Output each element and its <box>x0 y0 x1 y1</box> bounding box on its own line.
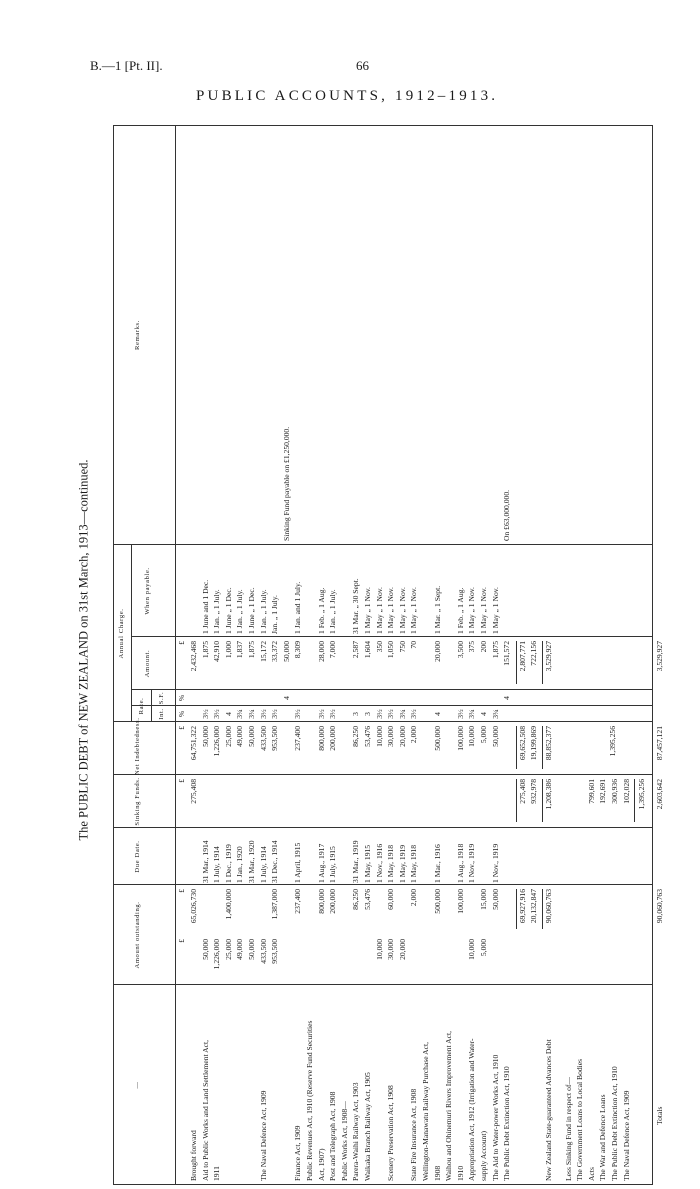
rate-rule <box>151 690 152 722</box>
table-cell-due: 1 July, 1914 <box>258 846 268 883</box>
table-cell-a2: 1,400,000 <box>223 889 233 920</box>
table-cell-wp: 1 May „ 1 Nov. <box>363 587 372 634</box>
table-cell-amt: 1,000 <box>223 641 233 659</box>
table-cell-wp: 1 June „ 1 Dec. <box>223 587 233 634</box>
table-cell-int: 4 <box>432 712 442 716</box>
annual-charge-rule <box>131 545 132 722</box>
table-cell-amt: 20,000 <box>432 641 442 662</box>
table-cell-net: 50,000 <box>200 726 210 747</box>
header-sinking-funds: Sinking Funds. <box>134 777 141 826</box>
unit-currency: £ <box>177 779 186 783</box>
column-rule-rem <box>113 544 653 545</box>
table-cell-due: 1 May, 1919 <box>397 844 407 883</box>
table-cell-a1: 10,000 <box>467 939 477 960</box>
table-cell-wp: 1 Jan. „ 1 July. <box>258 589 268 634</box>
guaranteed-sinking-funds: 1,208,386 <box>544 779 553 810</box>
table-top-rule <box>113 125 114 1185</box>
table-cell-desc: Waihou and Ohinemuri Rivers Improvement Act, <box>444 1031 454 1181</box>
less-sinking-item: Acts <box>586 1167 596 1181</box>
column-rule-due <box>113 884 653 885</box>
guaranteed-amount: 3,529,927 <box>544 641 553 672</box>
less-sinking-item: The Government Loans to Local Bodies <box>575 1058 585 1181</box>
table-cell-a2: 86,250 <box>351 889 361 910</box>
subtotal-net-indebtedness: 69,652,508 <box>517 726 527 761</box>
table-cell-desc: supply Account) <box>479 1131 488 1181</box>
table-cell-desc: Waikaka Branch Railway Act, 1905 <box>363 1072 372 1181</box>
less-sinking-item: The Naval Defence Act, 1909 <box>621 1090 631 1181</box>
table-cell-wp: 1 June and 1 Dec. <box>200 579 210 634</box>
table-cell-wp: 1 May „ 1 Nov. <box>409 587 419 634</box>
table-cell-desc: The Aid to Water-power Works Act, 1910 <box>490 1054 500 1181</box>
table-header-rule <box>175 125 176 1185</box>
table-cell-a1: 10,000 <box>374 939 384 960</box>
table-title: The PUBLIC DEBT of NEW ZEALAND on 31st March, 1913—continued. <box>76 459 91 841</box>
table-cell-wp: 31 Mar. „ 30 Sept. <box>351 578 361 634</box>
table-cell-desc: Appropriation Act, 1912 (Irrigation and Water- <box>467 1038 477 1181</box>
subtotal-rule-a2 <box>516 889 517 929</box>
page-number: 66 <box>356 58 369 73</box>
table-cell-a2: 60,000 <box>386 889 396 910</box>
guaranteed-rule-amt <box>542 641 543 684</box>
subtotal-amount: 722,156 <box>529 641 539 666</box>
unit-percent: % <box>177 694 186 702</box>
table-cell-amt: 1,050 <box>386 641 396 659</box>
table-cell-int: 4 <box>223 712 233 716</box>
header-remarks: Remarks. <box>134 320 141 350</box>
table-cell-due: 1 Aug., 1917 <box>316 843 326 883</box>
table-cell-net: 200,000 <box>328 726 338 751</box>
totals-rule-amt <box>652 641 653 684</box>
public-debt-table-rotated <box>113 125 664 1185</box>
table-cell-a1: 953,500 <box>270 939 280 964</box>
table-cell-a2: 200,000 <box>328 889 338 914</box>
table-cell-due: 1 May, 1915 <box>363 844 372 883</box>
table-cell-wp: 1 May „ 1 Nov. <box>397 587 407 634</box>
table-cell-desc: Act, 1907) <box>316 1148 326 1181</box>
table-cell-a1: 20,000 <box>397 939 407 960</box>
table-right-rule <box>113 125 653 126</box>
public-debt-table <box>113 125 664 1185</box>
table-cell-wp: 1 May „ 1 Nov. <box>386 587 396 634</box>
guaranteed-description: New Zealand State-guaranteed Advances Debt <box>544 1039 553 1181</box>
less-sinking-amount: 102,028 <box>621 779 631 804</box>
table-cell-int: 3½ <box>316 709 326 719</box>
less-sinking-item: The Public Debt Extinction Act, 1910 <box>610 1066 619 1181</box>
header-rate: Rate. <box>138 697 145 715</box>
table-cell-desc: Brought forward <box>189 1130 198 1181</box>
table-cell-wp: 1 Jan. „ 1 July. <box>212 589 222 634</box>
table-cell-sfr: 4 <box>281 696 291 700</box>
subtotal-amount: 2,807,771 <box>517 641 527 672</box>
table-cell-amt: 151,572 <box>502 641 512 666</box>
table-cell-int: 3 <box>351 712 361 716</box>
table-cell-amt: 2,432,468 <box>189 641 198 672</box>
table-cell-due: 1 Aug., 1918 <box>455 843 465 883</box>
table-cell-int: 3¾ <box>397 709 407 719</box>
table-cell-due: 1 Nov., 1916 <box>374 843 384 883</box>
subtotal-sinking-funds: 275,408 <box>517 779 527 804</box>
table-cell-int: 3¾ <box>235 709 245 719</box>
table-cell-wp: 1 May „ 1 Nov. <box>467 587 477 634</box>
table-cell-due: 1 Nov., 1919 <box>490 843 500 883</box>
page-title: PUBLIC ACCOUNTS, 1912–1913. <box>196 88 499 104</box>
totals-amount-outstanding: 90,060,763 <box>654 889 664 924</box>
less-sinking-amount: 799,601 <box>586 779 596 804</box>
subtotal-rule-sf <box>516 779 517 822</box>
table-cell-due: 31 Mar., 1920 <box>247 840 256 883</box>
table-cell-due: 1 May, 1918 <box>386 844 396 883</box>
table-cell-net: 64,751,322 <box>189 726 198 761</box>
header-net-indebtedness: Net Indebtedness. <box>134 717 141 775</box>
table-cell-int: 3 <box>363 712 372 716</box>
table-cell-wp: 1 Jan. „ 1 July. <box>235 589 245 634</box>
header-when-payable: When payable. <box>144 567 151 615</box>
table-cell-a2: 100,000 <box>455 889 465 914</box>
table-cell-wp: 1 May „ 1 Nov. <box>490 587 500 634</box>
column-rule-wp <box>131 636 653 637</box>
table-cell-net: 50,000 <box>247 726 256 747</box>
table-cell-a2: 65,026,730 <box>189 889 198 924</box>
table-cell-desc: The Public Debt Extinction Act, 1910 <box>502 1066 512 1181</box>
table-cell-desc: State Fire Insurance Act, 1908 <box>409 1088 419 1181</box>
table-cell-desc: 1910 <box>455 1165 465 1181</box>
table-cell-int: 3½ <box>409 709 419 719</box>
table-cell-wp: 1 Feb. „ 1 Aug. <box>316 587 326 634</box>
table-cell-wp: Jan. „ 1 July. <box>270 595 280 634</box>
table-cell-net: 433,500 <box>258 726 268 751</box>
less-sinking-net: 1,395,256 <box>608 726 618 757</box>
table-cell-a2: 800,000 <box>316 889 326 914</box>
table-cell-amt: 1,875 <box>247 641 256 659</box>
table-cell-due: 31 Dec., 1914 <box>270 840 280 883</box>
table-cell-net: 500,000 <box>432 726 442 751</box>
table-cell-desc: The Naval Defence Act, 1909 <box>258 1090 268 1181</box>
table-cell-due: 1 Jan., 1920 <box>235 846 245 883</box>
table-cell-wp: 1 May „ 1 Nov. <box>479 587 488 634</box>
table-cell-int: 3½ <box>212 709 222 719</box>
header-description: — <box>134 1081 141 1089</box>
table-cell-a1: 1,226,000 <box>212 939 222 970</box>
subtotal-rule-amt <box>516 641 517 684</box>
table-cell-amt: 7,000 <box>328 641 338 659</box>
table-cell-rem: Sinking Fund payable on £1,250,000. <box>281 426 291 541</box>
table-cell-rem: On £63,000,000. <box>502 489 512 541</box>
table-cell-wp: 1 May „ 1 Nov. <box>374 587 384 634</box>
table-cell-net: 1,226,000 <box>212 726 222 757</box>
table-cell-amt: 200 <box>479 641 488 653</box>
guaranteed-rule-a2 <box>542 889 543 929</box>
header-rate-sf: S.F. <box>158 691 165 705</box>
table-cell-a2: 53,476 <box>363 889 372 910</box>
table-cell-amt: 33,372 <box>270 641 280 662</box>
table-cell-a2: 1,387,000 <box>270 889 280 920</box>
table-cell-int: 3½ <box>455 709 465 719</box>
table-cell-due: 31 Mar., 1919 <box>351 840 361 883</box>
table-cell-net: 30,000 <box>386 726 396 747</box>
table-cell-net: 100,000 <box>455 726 465 751</box>
table-cell-a1: 25,000 <box>223 939 233 960</box>
table-cell-desc: 1911 <box>212 1166 222 1181</box>
table-cell-amt: 1,875 <box>200 641 210 659</box>
table-cell-amt: 350 <box>374 641 384 653</box>
table-cell-amt: 28,000 <box>316 641 326 662</box>
table-cell-net: 953,500 <box>270 726 280 751</box>
table-cell-amt: 2,587 <box>351 641 361 659</box>
table-cell-amt: 42,910 <box>212 641 222 662</box>
guaranteed-rule-net <box>542 726 543 769</box>
table-cell-amt: 70 <box>409 641 419 649</box>
table-left-rule <box>113 1184 653 1185</box>
header-rate-int: Int. <box>158 708 165 720</box>
table-cell-desc: Public Works Act, 1908— <box>339 1101 349 1181</box>
table-cell-net: 49,000 <box>235 726 245 747</box>
table-cell-amt: 50,000 <box>281 641 291 662</box>
totals-rule-a2 <box>652 889 653 929</box>
table-cell-net: 20,000 <box>397 726 407 747</box>
unit-currency: £ <box>177 726 186 730</box>
table-cell-net: 86,250 <box>351 726 361 747</box>
less-sinking-rule <box>634 779 635 822</box>
unit-currency: £ <box>177 641 186 645</box>
header-annual-charge: Annual Charge. <box>118 608 125 659</box>
table-cell-net: 5,000 <box>479 726 488 744</box>
table-cell-due: 1 Mar., 1916 <box>432 844 442 883</box>
table-cell-desc: Scenery Preservation Act, 1908 <box>386 1085 396 1181</box>
table-cell-int: 3½ <box>386 709 396 719</box>
table-cell-a2: 500,000 <box>432 889 442 914</box>
table-cell-due: 1 April, 1915 <box>293 842 303 883</box>
table-cell-int: 3½ <box>328 709 338 719</box>
table-cell-int: 4 <box>479 712 488 716</box>
guaranteed-amount-outstanding: 90,060,763 <box>544 889 553 924</box>
table-cell-desc: Aid to Public Works and Land Settlement Act, <box>200 1040 210 1181</box>
totals-sinking-funds: 2,603,642 <box>654 779 664 810</box>
table-cell-due: 1 July, 1915 <box>328 846 338 883</box>
less-sinking-heading: Less Sinking Fund in respect of— <box>563 1077 573 1181</box>
guaranteed-rule-sf <box>542 779 543 822</box>
table-cell-desc: Finance Act, 1909 <box>293 1125 303 1181</box>
table-cell-due: 1 Nov., 1919 <box>467 843 477 883</box>
table-cell-amt: 1,837 <box>235 641 245 659</box>
page-reference: B.—1 [Pt. II]. <box>90 58 163 73</box>
table-cell-a2: 15,000 <box>479 889 488 910</box>
table-cell-desc: Parera-Waihi Railway Act, 1903 <box>351 1082 361 1181</box>
table-cell-due: 31 Mar., 1914 <box>200 840 210 883</box>
table-cell-a2: 50,000 <box>490 889 500 910</box>
totals-rule-net <box>652 726 653 769</box>
table-cell-a1: 30,000 <box>386 939 396 960</box>
table-cell-int: 3½ <box>270 709 280 719</box>
table-cell-amt: 1,875 <box>490 641 500 659</box>
header-amount-outstanding: Amount outstanding. <box>134 901 141 969</box>
table-cell-amt: 1,604 <box>363 641 372 659</box>
table-cell-a2: 237,400 <box>293 889 303 914</box>
header-amount: Amount. <box>144 649 151 678</box>
less-sinking-amount: 192,691 <box>598 779 608 804</box>
subtotal-amount-outstanding: 69,927,916 <box>517 889 527 924</box>
subtotal-net-indebtedness: 19,199,869 <box>529 726 539 761</box>
table-cell-net: 53,476 <box>363 726 372 747</box>
table-cell-amt: 3,500 <box>455 641 465 659</box>
header-due-date: Due Date. <box>134 840 141 873</box>
totals-net-indebtedness: 87,457,121 <box>654 726 664 761</box>
table-cell-net: 10,000 <box>467 726 477 747</box>
totals-label: Totals <box>654 1106 664 1125</box>
table-cell-due: 1 Dec., 1919 <box>223 844 233 883</box>
subtotal-amount-outstanding: 20,132,847 <box>529 889 539 924</box>
table-cell-desc: Wellington-Manawatu Railway Purchase Act, <box>421 1042 430 1181</box>
table-cell-int: 3¾ <box>490 709 500 719</box>
table-cell-amt: 15,172 <box>258 641 268 662</box>
table-cell-wp: 1 Feb. „ 1 Aug. <box>455 587 465 634</box>
table-cell-amt: 8,309 <box>293 641 303 659</box>
subtotal-sinking-funds: 932,978 <box>529 779 539 804</box>
table-cell-int: 3¾ <box>467 709 477 719</box>
less-sinking-total: 1,395,256 <box>637 779 647 810</box>
table-cell-wp: 1 June „ 1 Dec. <box>247 587 256 634</box>
table-cell-a1: 49,000 <box>235 939 245 960</box>
table-cell-sf: 275,408 <box>189 779 198 804</box>
table-cell-desc: 1908 <box>432 1165 442 1181</box>
table-cell-int: 3½ <box>374 709 384 719</box>
table-cell-amt: 375 <box>467 641 477 653</box>
unit-currency: £ <box>177 889 186 893</box>
table-cell-a2: 2,000 <box>409 889 419 907</box>
table-cell-wp: 1 Jan. „ 1 July. <box>328 589 338 634</box>
subtotal-rule-net <box>516 726 517 769</box>
table-cell-int: 3½ <box>293 709 303 719</box>
table-cell-a1: 433,500 <box>258 939 268 964</box>
table-cell-a1: 5,000 <box>479 939 488 957</box>
totals-amount: 3,529,927 <box>654 641 664 672</box>
guaranteed-net-indebtedness: 88,852,377 <box>544 726 553 761</box>
less-sinking-amount: 300,936 <box>610 779 619 804</box>
table-cell-a1: 50,000 <box>200 939 210 960</box>
table-cell-amt: 750 <box>397 641 407 653</box>
table-cell-desc: Public Revenues Act, 1910 (Reserve Fund Securities <box>305 1020 314 1181</box>
table-cell-wp: 1 Mar. „ 1 Sept. <box>432 585 442 634</box>
table-cell-int: 3¾ <box>247 709 256 719</box>
table-cell-due: 1 July, 1914 <box>212 846 222 883</box>
table-cell-sfr: 4 <box>502 696 512 700</box>
table-cell-net: 2,000 <box>409 726 419 744</box>
table-cell-desc: Post and Telegraph Act, 1908 <box>328 1091 338 1181</box>
table-cell-int: 3½ <box>200 709 210 719</box>
table-cell-a1: 50,000 <box>247 939 256 960</box>
unit-percent: % <box>177 710 186 718</box>
less-sinking-item: The War and Defence Loans <box>598 1094 608 1181</box>
table-cell-net: 25,000 <box>223 726 233 747</box>
table-cell-net: 237,400 <box>293 726 303 751</box>
table-cell-net: 50,000 <box>490 726 500 747</box>
table-cell-due: 1 May, 1918 <box>409 844 419 883</box>
table-cell-net: 800,000 <box>316 726 326 751</box>
unit-currency: £ <box>177 939 186 943</box>
table-cell-net: 10,000 <box>374 726 384 747</box>
table-cell-wp: 1 Jan. and 1 July. <box>293 581 303 634</box>
totals-rule-sf <box>652 779 653 822</box>
table-cell-int: 3½ <box>258 709 268 719</box>
